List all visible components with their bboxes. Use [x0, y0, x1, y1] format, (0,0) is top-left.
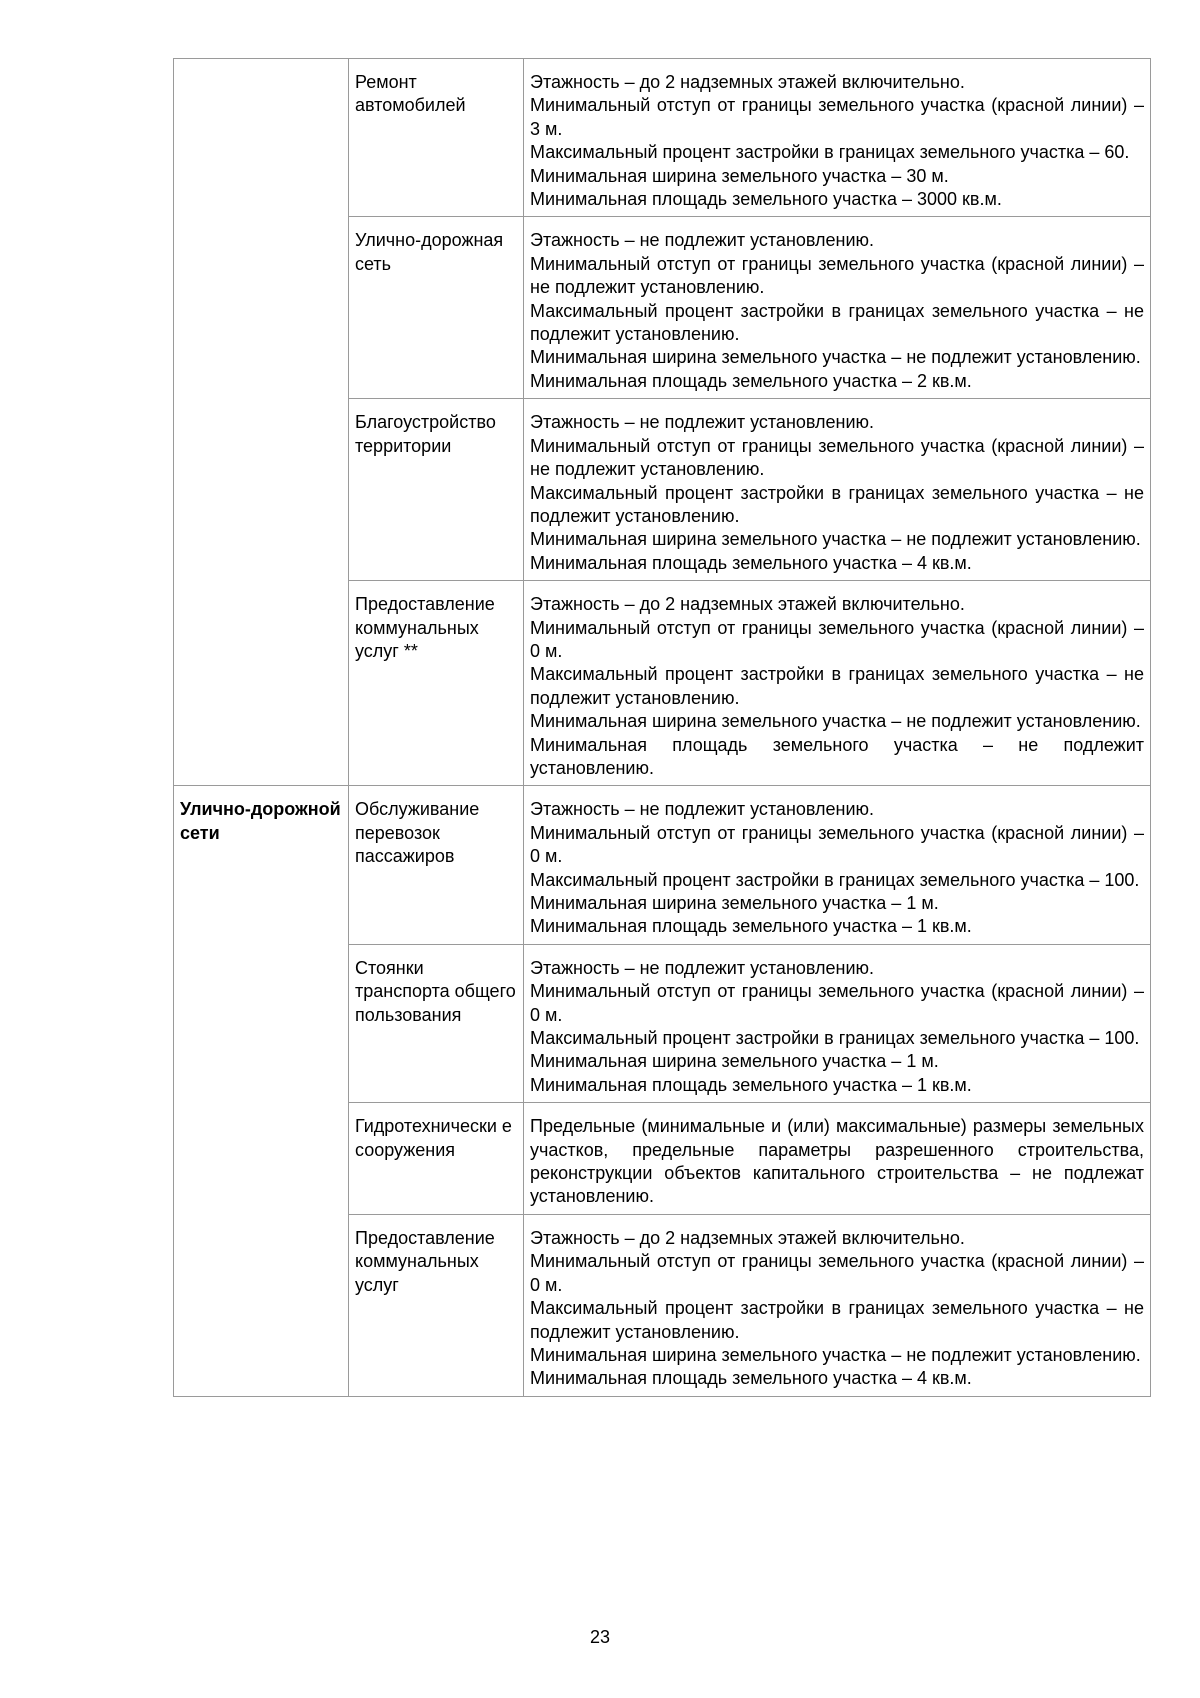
parameter-line: Предельные (минимальные и (или) максимальные) размеры земельных участков, предельные параметры разрешенного строительства, реконструкции объектов капитального строительства – не подлежат установлению.	[530, 1116, 1144, 1207]
parameter-line: Максимальный процент застройки в границах земельного участка – не подлежит установлению.	[530, 1298, 1144, 1342]
parameter-line: Этажность – не подлежит установлению.	[530, 412, 875, 433]
parameter-line: Минимальный отступ от границы земельного участка (красной линии) – 0 м.	[530, 981, 1144, 1025]
parameter-line: Минимальная ширина земельного участка – не подлежит установлению.	[530, 711, 1141, 732]
parameter-line: Этажность – не подлежит установлению.	[530, 230, 875, 251]
permitted-use-cell: Предоставление коммунальных услуг **	[349, 581, 524, 786]
permitted-use-cell: Улично-дорожная сеть	[349, 217, 524, 399]
parameter-line: Минимальная ширина земельного участка – не подлежит установлению.	[530, 347, 1141, 368]
parameter-line: Этажность – до 2 надземных этажей включительно.	[530, 72, 965, 92]
parameter-line: Этажность – до 2 надземных этажей включительно.	[530, 1227, 965, 1248]
zone-cell	[174, 59, 349, 786]
zoning-table-body	[174, 59, 1151, 1397]
parameters-cell	[524, 581, 1151, 786]
parameter-line: Минимальная площадь земельного участка – 1 кв.м.	[530, 916, 972, 937]
parameter-line: Минимальная ширина земельного участка – 30 м.	[530, 165, 949, 186]
parameters-cell	[524, 399, 1151, 581]
permitted-use-cell: Ремонт автомобилей	[349, 59, 524, 217]
parameter-line: Минимальная площадь земельного участка – 4 кв.м.	[530, 1368, 972, 1389]
parameter-line: Максимальный процент застройки в границах земельного участка – 100.	[530, 869, 1140, 890]
parameters-cell	[524, 1214, 1151, 1396]
parameter-line: Максимальный процент застройки в границах земельного участка – не подлежит установлению.	[530, 664, 1144, 708]
parameter-line: Максимальный процент застройки в границах земельного участка – 100.	[530, 1028, 1140, 1049]
permitted-use-cell: Гидротехнически е сооружения	[349, 1103, 524, 1215]
parameter-line: Минимальная площадь земельного участка – 4 кв.м.	[530, 552, 972, 573]
parameter-line: Максимальный процент застройки в границах земельного участка – не подлежит установлению.	[530, 482, 1144, 526]
parameter-line: Минимальная ширина земельного участка – не подлежит установлению.	[530, 529, 1141, 550]
parameter-line: Минимальный отступ от границы земельного участка (красной линии) – 0 м.	[530, 1251, 1144, 1295]
table-row	[174, 59, 1151, 217]
parameter-line: Этажность – не подлежит установлению.	[530, 957, 875, 978]
parameter-line: Минимальная ширина земельного участка – 1 м.	[530, 1051, 939, 1072]
parameter-line: Минимальная площадь земельного участка – не подлежит установлению.	[530, 734, 1144, 778]
parameter-line: Минимальная ширина земельного участка – не подлежит установлению.	[530, 1344, 1141, 1365]
parameter-line: Минимальная ширина земельного участка – 1 м.	[530, 893, 939, 913]
parameter-line: Минимальная площадь земельного участка – 3000 кв.м.	[530, 189, 1002, 210]
parameter-line: Минимальный отступ от границы земельного участка (красной линии) – 0 м.	[530, 617, 1144, 661]
permitted-use-cell: Обслуживание перевозок пассажиров	[349, 786, 524, 944]
parameter-line: Минимальная площадь земельного участка – 1 кв.м.	[530, 1074, 972, 1095]
parameter-line: Минимальный отступ от границы земельного участка (красной линии) – не подлежит установлению.	[530, 435, 1144, 480]
parameter-line: Минимальный отступ от границы земельного участка (красной линии) – не подлежит установлению.	[530, 253, 1144, 298]
table-row	[174, 786, 1151, 944]
parameters-cell	[524, 1103, 1151, 1215]
parameter-line: Этажность – не подлежит установлению.	[530, 799, 875, 820]
parameter-line: Минимальный отступ от границы земельного участка (красной линии) – 3 м.	[530, 95, 1144, 139]
permitted-use-cell: Стоянки транспорта общего пользования	[349, 944, 524, 1102]
parameter-line: Минимальная площадь земельного участка – 2 кв.м.	[530, 370, 972, 391]
permitted-use-cell: Предоставление коммунальных услуг	[349, 1214, 524, 1396]
page-number: 23	[589, 1627, 611, 1647]
parameters-cell	[524, 786, 1151, 944]
parameters-cell	[524, 944, 1151, 1102]
parameters-cell	[524, 59, 1151, 217]
permitted-use-cell: Благоустройство территории	[349, 399, 524, 581]
zoning-table	[173, 58, 1151, 1397]
parameter-line: Максимальный процент застройки в границах земельного участка – не подлежит установлению.	[530, 300, 1144, 345]
parameter-line: Максимальный процент застройки в границах земельного участка – 60.	[530, 142, 1130, 163]
zone-cell: Улично-дорожной сети	[174, 786, 349, 1396]
parameter-line: Минимальный отступ от границы земельного участка (красной линии) – 0 м.	[530, 822, 1144, 867]
parameters-cell	[524, 217, 1151, 399]
parameter-line: Этажность – до 2 надземных этажей включительно.	[530, 594, 965, 615]
